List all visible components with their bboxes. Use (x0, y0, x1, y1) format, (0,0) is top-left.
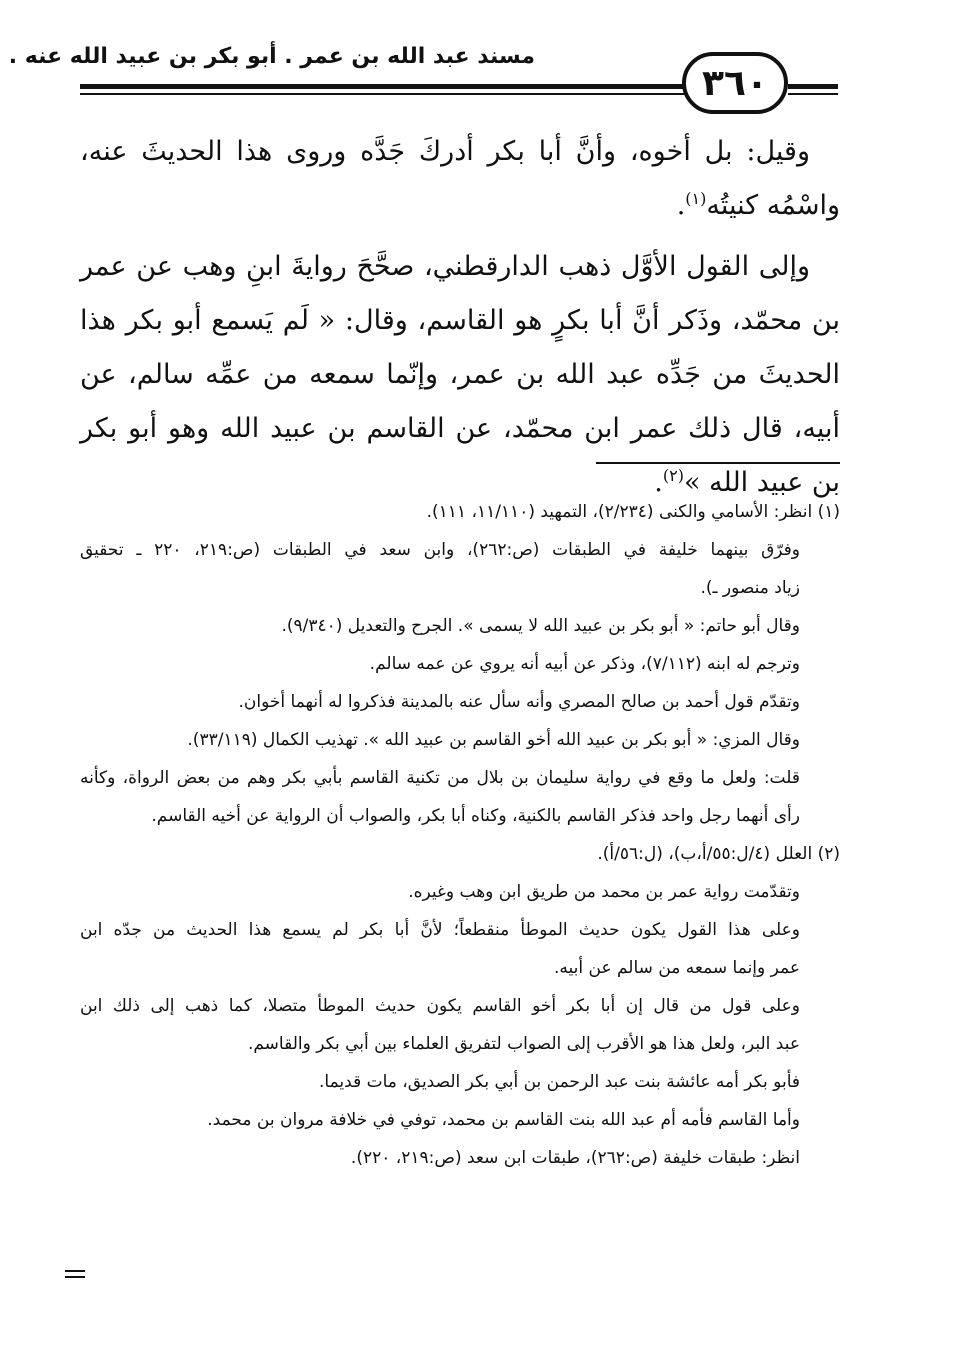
footnote-line: وقال المزي: « أبو بكر بن عبيد الله أخو القاسم بن عبيد الله ». تهذيب الكمال (٣٣/١١٩). (187, 730, 800, 750)
footnote-line: وعلى قول من قال إن أبا بكر أخو القاسم يكون حديث الموطأ متصلا، كما ذهب إلى ذلك ابن (80, 996, 800, 1016)
footnote-line: وعلى هذا القول يكون حديث الموطأ منقطعاً؛ لأنَّ أبا بكر لم يسمع هذا الحديث من جدّه ابن (80, 920, 800, 940)
page-number: ٣٦٠ (682, 52, 788, 114)
paragraph-end: . (676, 190, 686, 221)
footnote-line: وقال أبو حاتم: « أبو بكر بن عبيد الله لا يسمى ». الجرح والتعديل (٩/٣٤٠). (281, 616, 800, 636)
header-rule (80, 84, 690, 89)
footnote-line: وترجم له ابنه (٧/١١٢)، وذكر عن أبيه أنه يروي عن عمه سالم. (369, 654, 800, 674)
footnote-separator (596, 462, 840, 464)
header-rule-thin (80, 93, 690, 95)
paragraph-end: . (654, 467, 663, 498)
footnote-line: فأبو بكر أمه عائشة بنت عبد الرحمن بن أبي بكر الصديق، مات قديما. (319, 1072, 800, 1092)
running-title: مسند عبد الله بن عمر . أبو بكر بن عبيد الله عنه . (8, 44, 535, 69)
footnote-ref-2[interactable]: (٢) (662, 466, 684, 485)
end-mark (65, 1270, 85, 1282)
paragraph-text: وإلى القول الأوَّل ذهب الدارقطني، صحَّحَ روايةَ ابنِ وهب عن عمر بن محمّد، وذَكر أنَّ أبا بكرٍ هو القاسم، وقال: « لَم يَسمع أبو بكر هذا الحديثَ من جَدِّه عبد الله بن عمر، وإنّما سمعه من عمِّه سالم، عن أبيه، قال ذلك عمر ابن محمّد، عن القاسم بن عبيد الله وهو أبو بكر بن عبيد الله » (80, 251, 840, 498)
footnote-line: رأى أنهما رجل واحد فذكر القاسم بالكنية، وكناه أبا بكر، والصواب أن الرواية عن أخيه القاسم. (151, 806, 800, 826)
footnote-ref-1[interactable]: (١) (685, 189, 707, 208)
header-rule-right-thin (788, 93, 838, 95)
paragraph-text: وقيل: بل أخوه، وأنَّ أبا بكر أدركَ جَدَّه وروى هذا الحديثَ عنه، واسْمُه كنيتُه (80, 136, 840, 221)
footnote-line: قلت: ولعل ما وقع في رواية سليمان بن بلال من تكنية القاسم بأبي بكر وهم من بعض الرواة، وكأنه (80, 768, 800, 788)
footnote-line: (١) انظر: الأسامي والكنى (٢/٢٣٤)، التمهيد (١١/١١٠، ١١١). (426, 502, 840, 522)
footnote-line: انظر: طبقات خليفة (ص:٢٦٢)، طبقات ابن سعد (ص:٢١٩، ٢٢٠). (350, 1148, 800, 1168)
footnotes (80, 493, 840, 1177)
footnote-line: عبد البر، ولعل هذا هو الأقرب إلى الصواب لتفريق العلماء بين أبي بكر والقاسم. (247, 1034, 800, 1054)
footnote-line: زياد منصور ـ). (700, 578, 800, 598)
main-paragraph-1 (80, 125, 840, 233)
header-rule-right (788, 84, 838, 89)
footnote-line: عمر وإنما سمعه من سالم عن أبيه. (554, 958, 800, 978)
footnote-line: (٢) العلل (٤/ل:٥٥/أ،ب)، (ل:٥٦/أ). (597, 844, 840, 864)
footnote-line: وتقدّمت رواية عمر بن محمد من طريق ابن وهب وغيره. (408, 882, 800, 902)
footnote-line: وتقدّم قول أحمد بن صالح المصري وأنه سأل عنه بالمدينة فذكروا له أنهما أخوان. (238, 692, 800, 712)
footnote-line: وفرّق بينهما خليفة في الطبقات (ص:٢٦٢)، وابن سعد في الطبقات (ص:٢١٩، ٢٢٠ ـ تحقيق (80, 540, 800, 560)
main-paragraph-2 (80, 240, 840, 510)
footnote-line: وأما القاسم فأمه أم عبد الله بنت القاسم بن محمد، توفي في خلافة مروان بن محمد. (207, 1110, 800, 1130)
